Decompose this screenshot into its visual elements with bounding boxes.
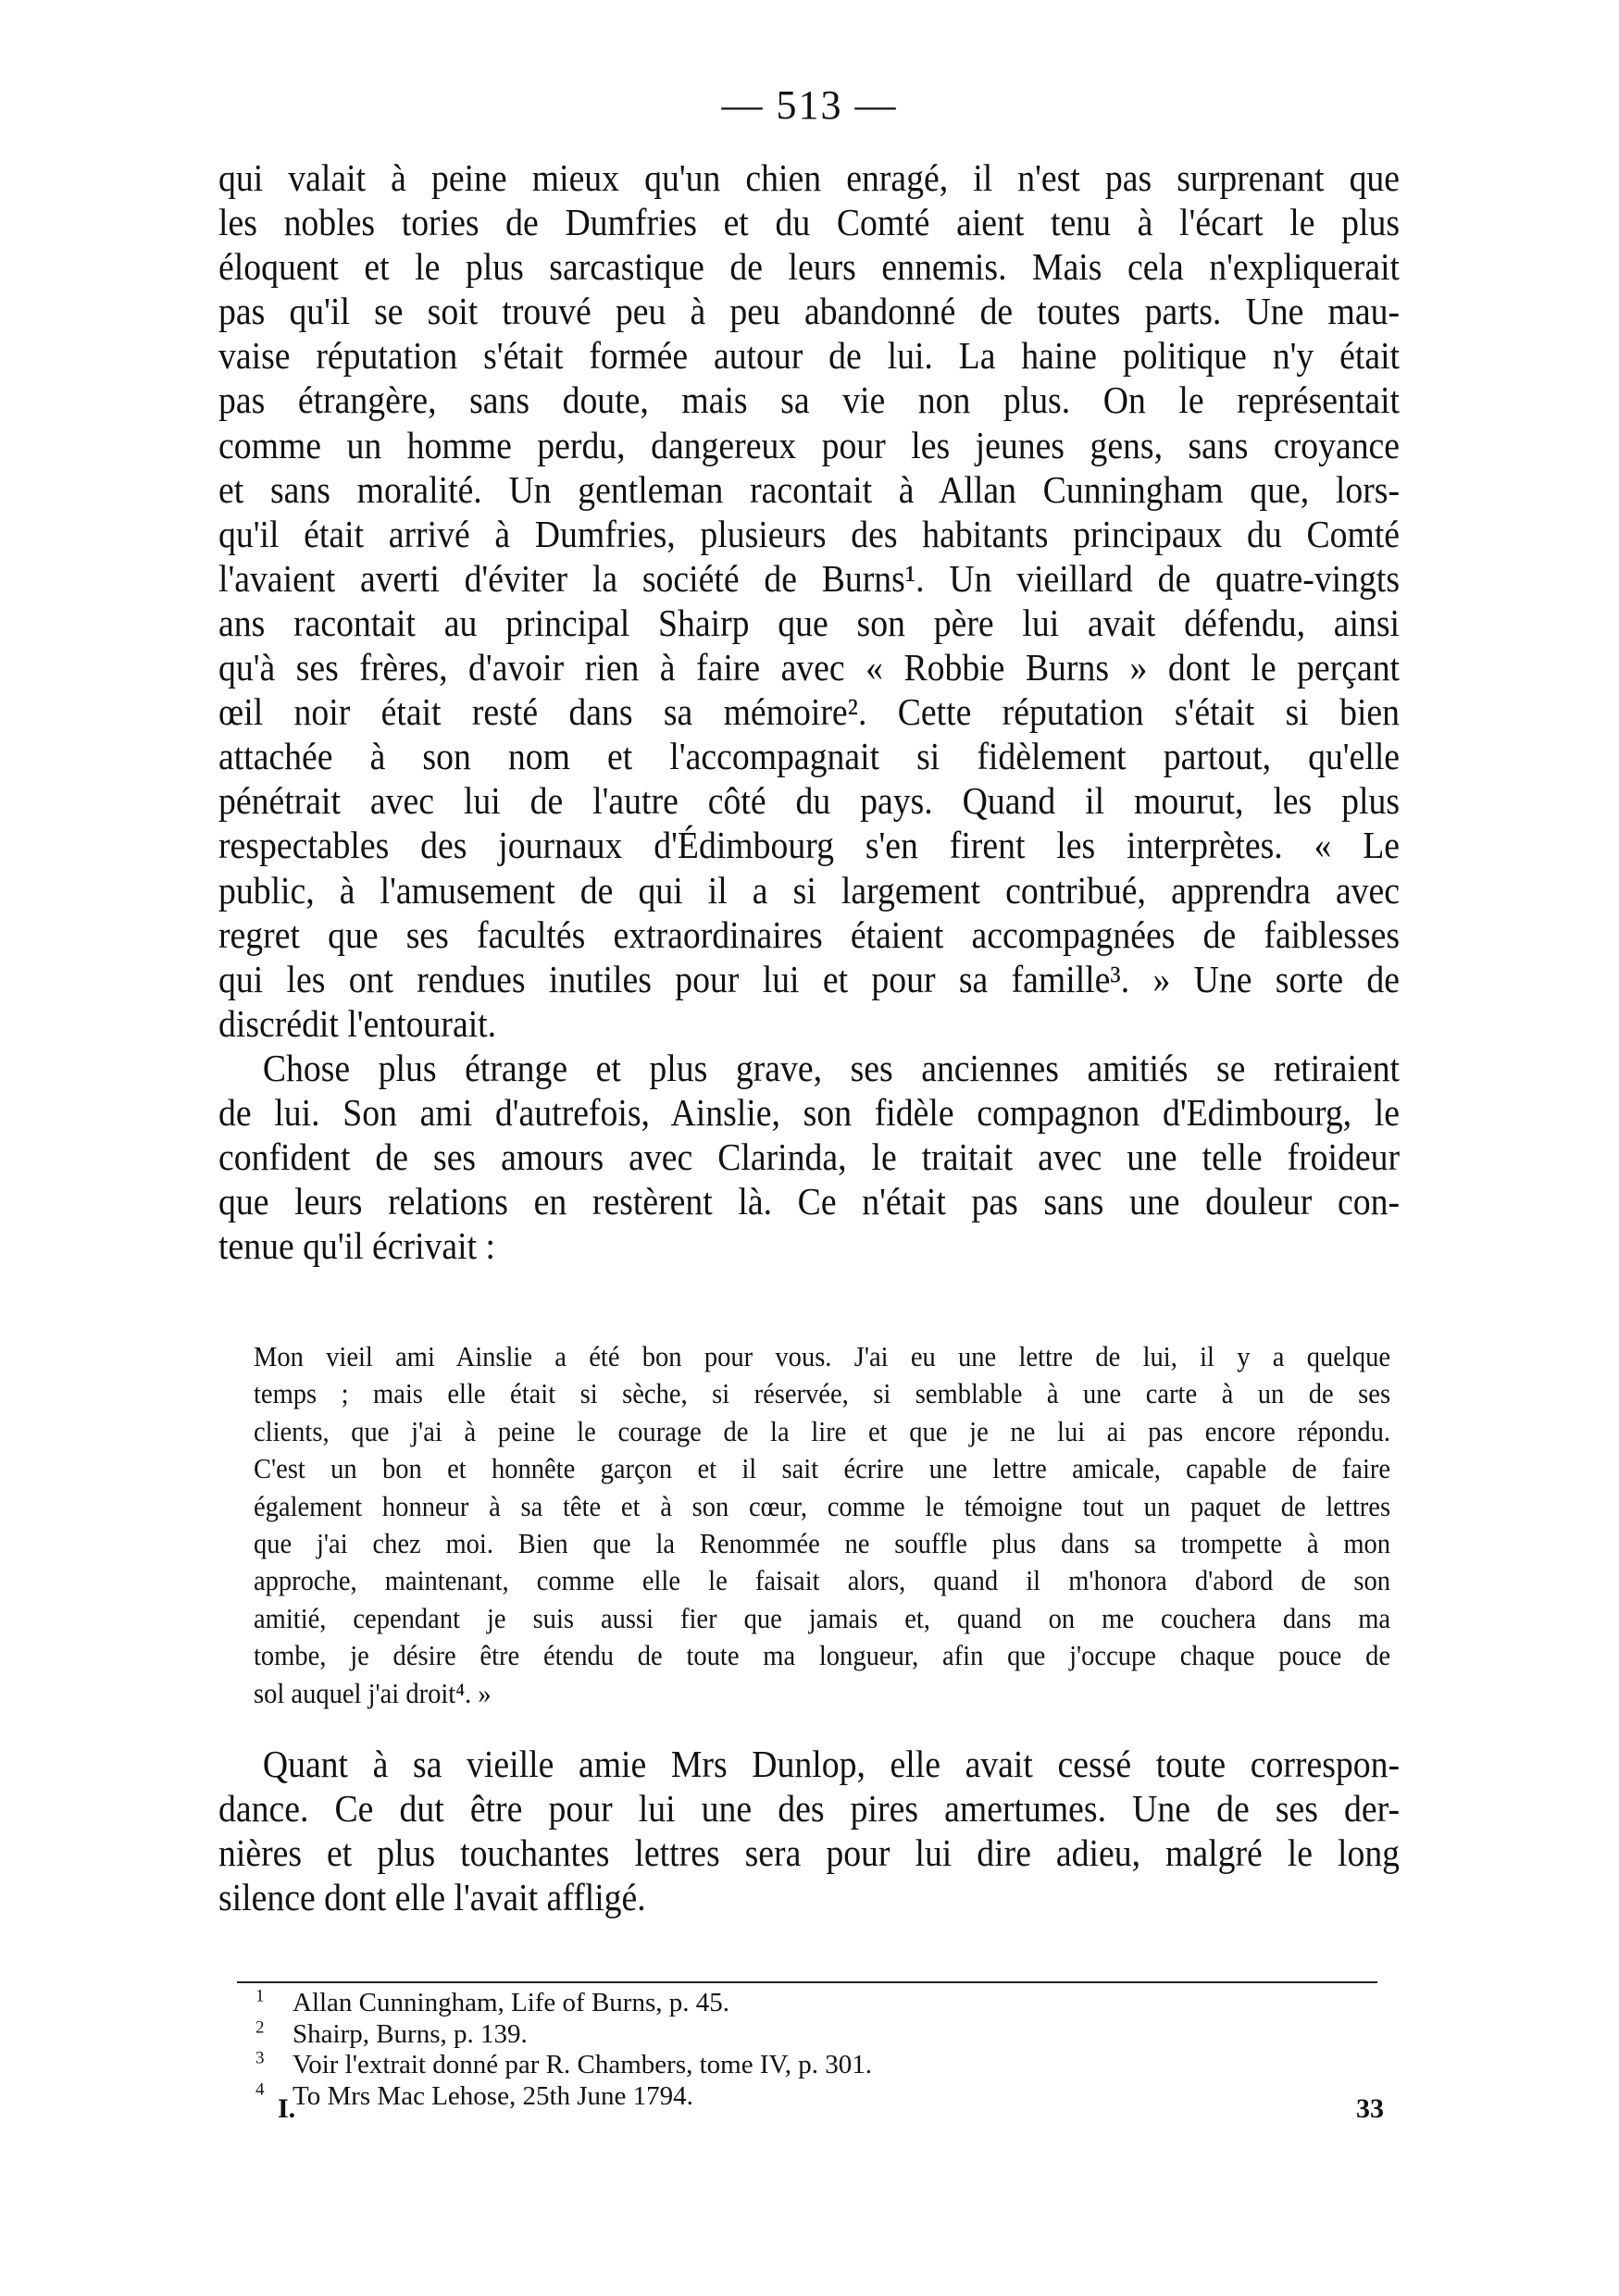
text-line: sol auquel j'ai droit⁴. »: [254, 1676, 492, 1709]
paragraph-1: [218, 155, 1400, 1046]
main-text: [218, 155, 1400, 1268]
text-line: silence dont elle l'avait affligé.: [218, 1876, 646, 1919]
text-line: dance. Ce dut être pour lui une des pires amertumes. Une de ses der-: [218, 1787, 1401, 1831]
text-line: l'avaient averti d'éviter la société de Burns¹. Un vieillard de quatre-vingts: [218, 556, 1401, 600]
text-line: ans racontait au principal Shairp que son père lui avait défendu, ainsi: [218, 601, 1401, 644]
footnote-text: Allan Cunningham, Life of Burns, p. 45.: [293, 1988, 730, 2017]
footnotes: [255, 1988, 1274, 2112]
text-line: C'est un bon et honnête garçon et il sait écrire une lettre amicale, capable de faire: [254, 1452, 1391, 1485]
text-line: de lui. Son ami d'autrefois, Ainslie, son fidèle compagnon d'Edimbourg, le: [218, 1090, 1401, 1134]
text-line: respectables des journaux d'Édimbourg s'en firent les interprètes. « Le: [218, 824, 1401, 867]
paragraph-3: [218, 1742, 1400, 1919]
footnote-text: Voir l'extrait donné par R. Chambers, tome IV, p. 301.: [293, 2050, 872, 2079]
text-line: comme un homme perdu, dangereux pour les jeunes gens, sans croyance: [218, 423, 1401, 466]
text-line: qui les ont rendues inutiles pour lui et pour sa famille³. » Une sorte de: [218, 957, 1401, 1000]
text-line: approche, maintenant, comme elle le faisait alors, quand il m'honora d'abord de son: [254, 1564, 1391, 1597]
footnote-text: Shairp, Burns, p. 139.: [293, 2018, 528, 2049]
text-line: pas étrangère, sans doute, mais sa vie non plus. On le représentait: [218, 379, 1401, 422]
page-number: — 513 —: [721, 82, 898, 128]
text-line: que leurs relations en restèrent là. Ce n'était pas sans une douleur con-: [218, 1180, 1401, 1223]
footnote: [255, 2081, 1274, 2113]
text-line: nières et plus touchantes lettres sera pour lui dire adieu, malgré le long: [218, 1831, 1401, 1875]
text-line: les nobles tories de Dumfries et du Comté aient tenu à l'écart le plus: [218, 201, 1401, 244]
block-quote: [254, 1338, 1390, 1712]
text-line: attachée à son nom et l'accompagnait si fidèlement partout, qu'elle: [218, 735, 1401, 778]
text-line: qu'il était arrivé à Dumfries, plusieurs des habitants principaux du Comté: [218, 512, 1401, 555]
text-line: tombe, je désire être étendu de toute ma longueur, afin que j'occupe chaque pouce de: [254, 1639, 1391, 1672]
footnote: [255, 2050, 1274, 2081]
text-line: vaise réputation s'était formée autour de lui. La haine politique n'y était: [218, 334, 1401, 378]
footnote: [255, 1988, 1274, 2019]
text-line: pas qu'il se soit trouvé peu à peu abandonné de toutes parts. Une mau-: [218, 290, 1401, 333]
text-line: discrédit l'entourait.: [218, 1001, 497, 1045]
text-line: confident de ses amours avec Clarinda, le traitait avec une telle froideur: [218, 1136, 1401, 1179]
text-line: œil noir était resté dans sa mémoire². Cette réputation s'était si bien: [218, 690, 1401, 734]
footnote-text: To Mrs Mac Lehose, 25th June 1794.: [293, 2080, 693, 2111]
text-line: Mon vieil ami Ainslie a été bon pour vous. J'ai eu une lettre de lui, il y a quelque: [254, 1340, 1391, 1372]
text-line: tenue qu'il écrivait :: [218, 1224, 496, 1268]
footnote-number: 3: [255, 2048, 265, 2068]
text-line: regret que ses facultés extraordinaires étaient accompagnées de faiblesses: [218, 912, 1401, 956]
text-line: Quant à sa vieille amie Mrs Dunlop, elle avait cessé toute correspon-: [262, 1743, 1401, 1785]
text-line: qu'à ses frères, d'avoir rien à faire avec « Robbie Burns » dont le perçant: [218, 646, 1401, 689]
footnote-number: 1: [255, 1986, 265, 2006]
text-line: qui valait à peine mieux qu'un chien enragé, il n'est pas surprenant que: [218, 156, 1401, 199]
volume-signature: I.: [278, 2093, 296, 2124]
text-line: temps ; mais elle était si sèche, si réservée, si semblable à une carte à un de ses: [254, 1377, 1391, 1410]
text-line: clients, que j'ai à peine le courage de la lire et que je ne lui ai pas encore répondu.: [254, 1414, 1391, 1447]
text-line: éloquent et le plus sarcastique de leurs ennemis. Mais cela n'expliquerait: [218, 245, 1401, 289]
footnote-number: 2: [255, 2017, 265, 2037]
paragraph-2: [218, 1046, 1400, 1268]
text-line: public, à l'amusement de qui il a si largement contribué, apprendra avec: [218, 868, 1401, 912]
text-line: que j'ai chez moi. Bien que la Renommée ne souffle plus dans sa trompette à mon: [254, 1526, 1391, 1559]
text-line: pénétrait avec lui de l'autre côté du pays. Quand il mourut, les plus: [218, 779, 1401, 823]
footnote: [255, 2019, 1274, 2051]
text-line: Chose plus étrange et plus grave, ses anciennes amitiés se retiraient: [262, 1046, 1401, 1089]
footnote-rule: [237, 1981, 1377, 1983]
footnote-number: 4: [255, 2079, 265, 2099]
sheet-signature: 33: [1356, 2093, 1384, 2124]
text-line: et sans moralité. Un gentleman racontait à Allan Cunningham que, lors-: [218, 467, 1401, 511]
text-line: également honneur à sa tête et à son cœur, comme le témoigne tout un paquet de lettres: [254, 1489, 1391, 1522]
text-line: amitié, cependant je suis aussi fier que jamais et, quand on me couchera dans ma: [254, 1601, 1391, 1634]
